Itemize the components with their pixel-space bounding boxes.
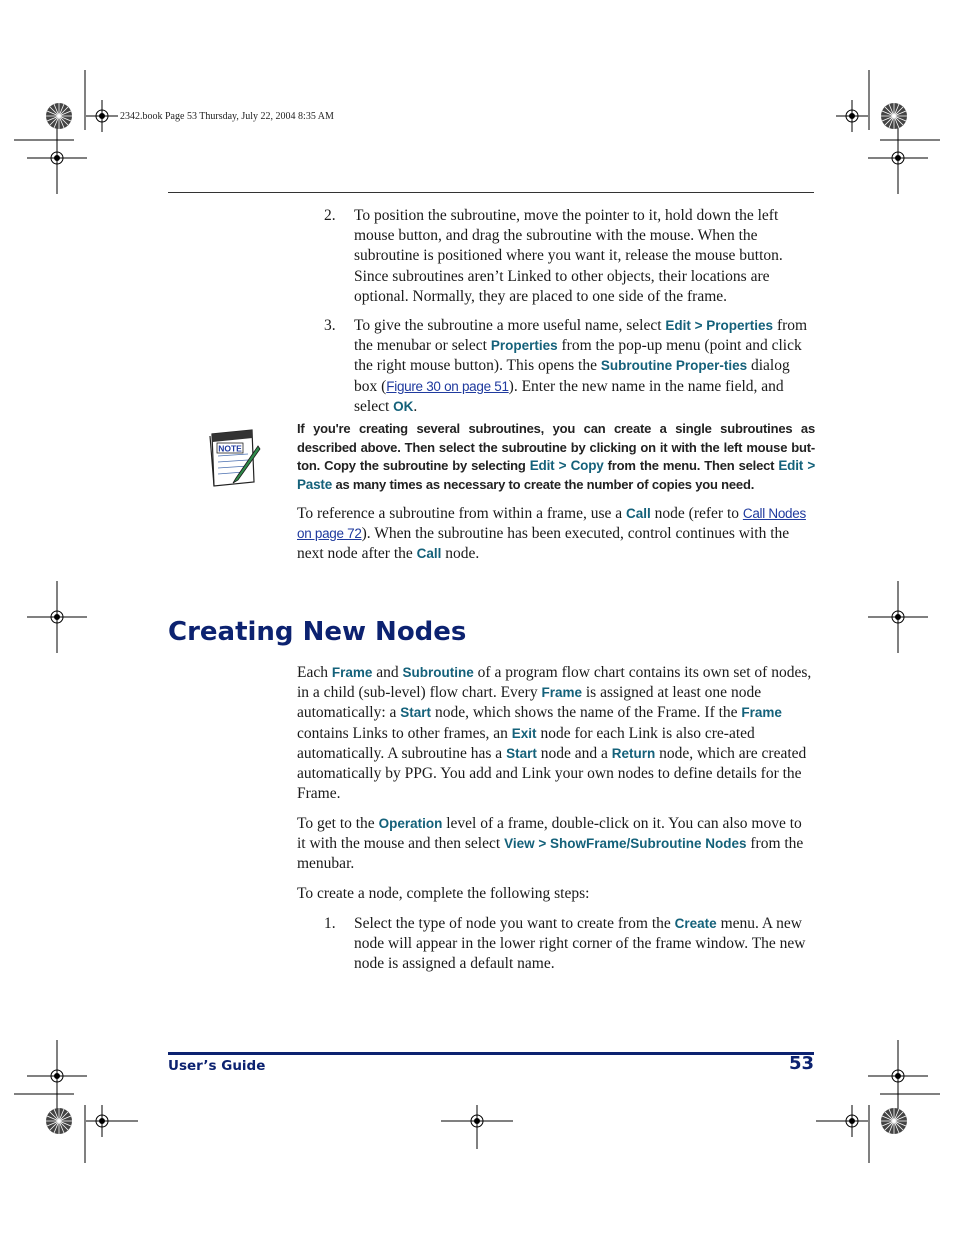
note-icon-label: NOTE [218,443,242,454]
ui-term: Start [400,705,432,721]
text-run: as many times as necessary to create the number of copies you need. [332,477,755,493]
footer-rule [168,1052,814,1055]
text-run: from the menubar or select [354,317,808,355]
ui-term: Call [626,506,651,521]
ui-term: Properties [490,338,558,354]
ui-term: Operation [378,816,443,831]
text-run: from the menubar. [297,835,804,873]
text-run: contains Links to other frames, an [297,724,512,742]
ui-term: Edit > Paste [297,458,815,493]
registration-crosshair-icon [57,158,58,159]
ui-term: Return [611,745,656,761]
ui-term: Frame [541,685,582,701]
text-run: is assigned at least one node automatically: a [297,684,762,722]
step-text [354,206,814,307]
step-text [354,914,814,975]
ui-term: Edit > Copy [529,458,604,474]
starburst-mark-icon [59,1121,60,1122]
text-run: of a program flow chart contains its own set of nodes, in a child (sub-level) flow chart. Every [297,664,812,702]
text-run: To get to the [297,815,379,832]
ui-term: Edit > Properties [665,318,774,333]
paragraph-create-intro [297,884,813,904]
text-run: node and a [536,744,612,762]
registration-crosshair-icon [102,1121,103,1122]
step-text [354,316,814,417]
cross-reference-link[interactable]: Figure 30 on page 51 [386,378,509,394]
page-number: 53 [788,1053,814,1074]
ui-term: Subroutine Proper-ties [600,358,748,374]
ui-term: Exit [511,725,537,741]
ui-term: Frame [741,705,782,721]
text-run: To create a node, complete the following steps: [297,885,590,902]
text-run: node. [441,545,480,563]
text-run: Select the type of node you want to create from the [354,915,675,932]
paragraph-reference [297,504,813,565]
starburst-mark-icon [894,1121,895,1122]
note-icon [206,428,262,488]
paragraph-frames [297,663,813,804]
registration-crosshair-icon [852,116,853,117]
text-run: If you're creating several subroutines, you can create a single subroutines as described above. Then select the subroutine by clicking on it with the left mouse but-ton. Copy the subroutine by selecting [297,421,815,474]
text-run: . [413,397,418,415]
ui-term: Subroutine [402,665,474,680]
registration-crosshair-icon [102,116,103,117]
note-text [297,420,815,495]
text-run: To reference a subroutine from within a frame, use a [297,505,627,522]
text-run: menu. A new node will appear in the lower right corner of the frame window. The new node is assigned a default name. [354,915,806,973]
step-number: 3. [324,317,336,334]
text-run: ). Enter the new name in the name field, and select [354,377,784,415]
starburst-mark-icon [59,116,60,117]
text-run: node, which are created automatically by PPG. You add and Link your own nodes to define details for the Frame. [297,744,807,803]
text-run: ). When the subroutine has been executed, control continues with the next node after the [297,525,790,563]
ui-term: Create [674,916,717,931]
text-run: dialog box ( [354,357,790,395]
footer-title: User’s Guide [168,1058,266,1074]
text-run: To give the subroutine a more useful name, select [354,317,666,334]
ui-term: OK [393,398,414,414]
registration-crosshair-icon [852,1121,853,1122]
registration-crosshair-icon [898,1076,899,1077]
text-run: Each [297,664,332,681]
ui-term: View > ShowFrame/Subroutine Nodes [504,836,747,852]
text-run: and [372,664,403,681]
registration-crosshair-icon [477,1121,478,1122]
registration-crosshair-icon [898,617,899,618]
registration-crosshair-icon [898,158,899,159]
text-run: from the pop-up menu (point and click the right mouse button). This opens the [354,337,802,375]
ui-term: Start [506,745,537,761]
registration-crosshair-icon [57,617,58,618]
paragraph-operation [297,814,813,875]
print-info: 2342.book Page 53 Thursday, July 22, 2004 8:35 AM [120,111,334,122]
text-run: node, which shows the name of the Frame. If the [431,704,742,722]
ui-term: Frame [331,665,373,680]
starburst-mark-icon [894,116,895,117]
step-number: 1. [324,915,336,932]
text-run: from the menu. Then select [603,458,779,474]
text-run: node for each Link is also cre-ated automatically. A subroutine has a [297,724,755,762]
text-run: level of a frame, double-click on it. You can also move to it with the mouse and then select [297,815,802,853]
section-title: Creating New Nodes [168,617,467,647]
step-number: 2. [324,207,336,224]
cross-reference-link[interactable]: Call Nodes on page 72 [297,506,806,542]
header-rule [168,192,814,193]
ui-term: Call [416,546,442,562]
text-run: node (refer to [650,505,743,522]
registration-crosshair-icon [57,1076,58,1077]
text-run: To position the subroutine, move the pointer to it, hold down the left mouse button, and drag the subroutine with the mouse. When the subroutine is positioned where you want it, release the mouse button. Since subroutines aren’t Linked to other objects, their locations are optional. Normally, they are placed to one side of the frame. [354,207,783,305]
